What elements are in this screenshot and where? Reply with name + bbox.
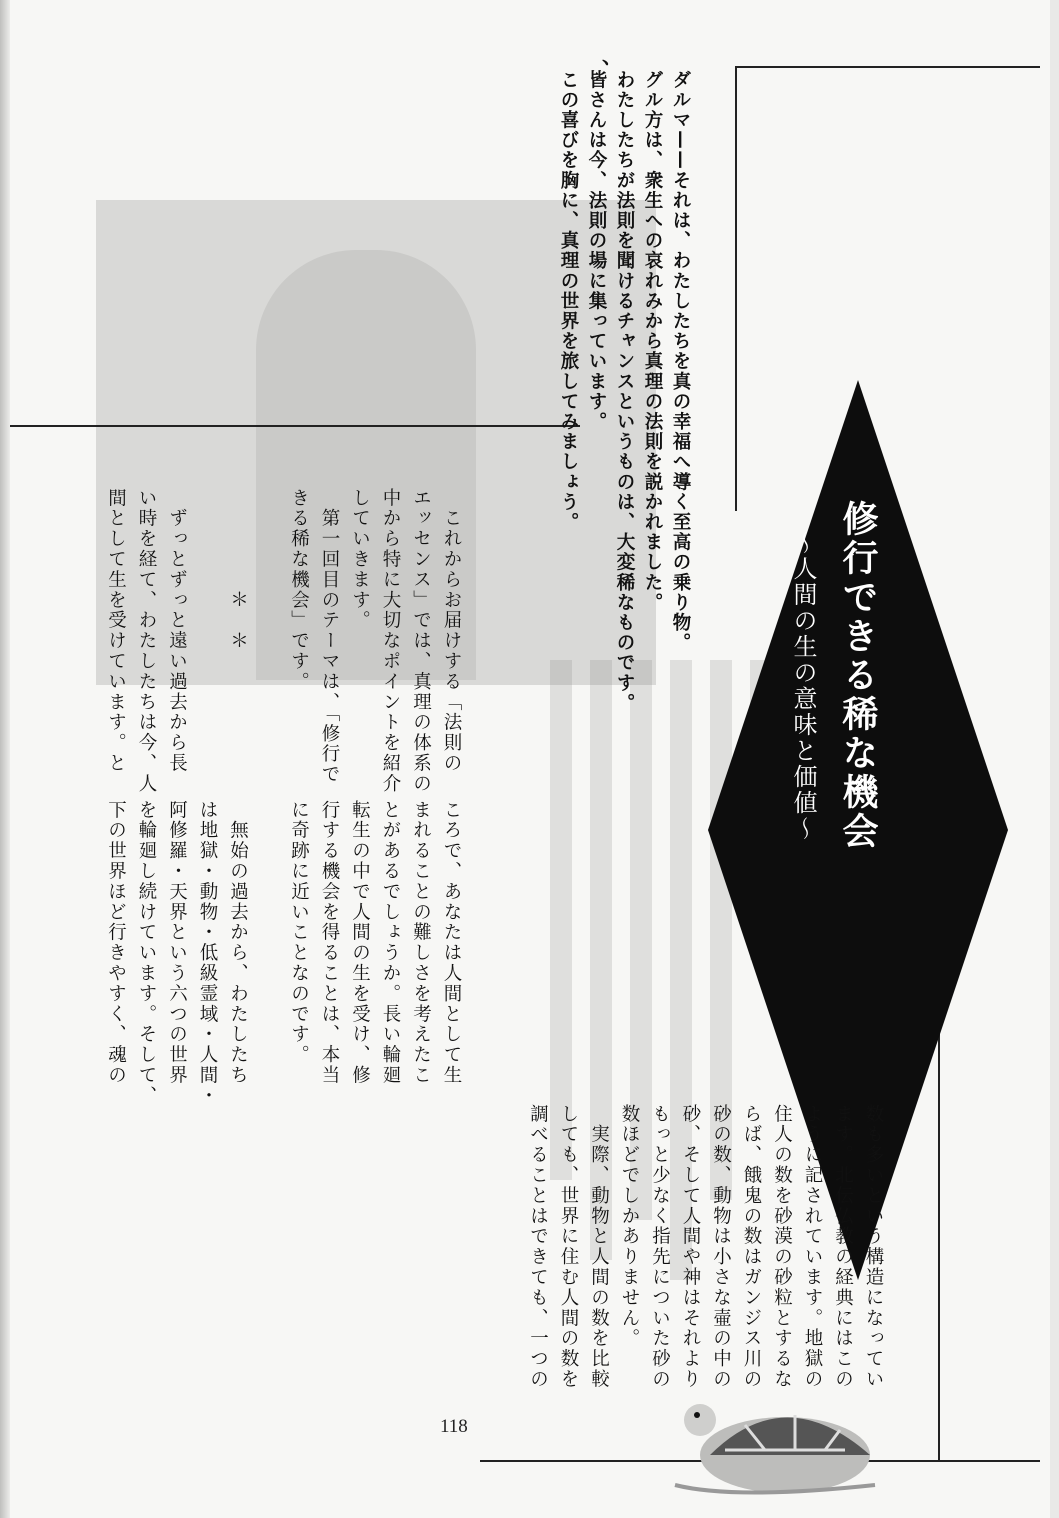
horizontal-rule bbox=[10, 425, 580, 427]
comma-mark: 、 bbox=[602, 44, 622, 68]
turtle-illustration bbox=[655, 1385, 895, 1505]
lead-box-top-rule bbox=[735, 66, 1040, 68]
body-column-1: これからお届けする「法則の エッセンス」では、真理の体系の 中から特に大切なポイントを紹介 していきます。 第一回目のテーマは、「修行で きる稀な機会」です。 ＊ ＊ ずっとずっと遠い過去から長 い時を経て、わたしたちは今、人 間として生を受けています。と bbox=[105, 488, 462, 794]
body-column-2: ころで、あなたは人間として生 まれることの難しさを考えたこ とがあるでしょうか。長い輪廻 転生の中で人間の生を受け、修 行する機会を得ることは、本当 に奇跡に近いことなのです。 無始の過去から、わたしたち は地獄・動物・低級霊域・人間・ 阿修羅・天界という六つの世界 を輪廻し続けています。そして、 下の世界ほど行きやすく、魂の bbox=[105, 800, 462, 1106]
lead-text: ダルマ——それは、わたしたちを真の幸福へ導く至高の乗り物。 グル方は、衆生への哀れみから真理の法則を説かれました。 わたしたちが法則を聞けるチャンスというものは、大変稀なものです。 皆さんは今、法則の場に集っています。 この喜びを胸に、真理の世界を旅してみましょう。 bbox=[558, 70, 691, 714]
binding-shadow bbox=[0, 0, 10, 1518]
article-subtitle: ～人間の生の意味と価値～ bbox=[789, 530, 817, 842]
page-number: 118 bbox=[440, 1416, 468, 1437]
body-column-3: 数も多いという構造になってい ます。北伝仏教の経典にはこの ように記されています。地獄の 住人の数を砂漠の砂粒とするな らば、餓鬼の数はガンジス川の 砂の数、動物は小さな壷の中の 砂、そして人間や神はそれより もっと少なく指先についた砂の 数ほどでしかありません。 実際、動物と人間の数を比較 しても、世界に住む人間の数を 調べることはできても、一つの bbox=[527, 1104, 884, 1390]
article-title: 修行できる稀な機会 bbox=[837, 500, 878, 851]
